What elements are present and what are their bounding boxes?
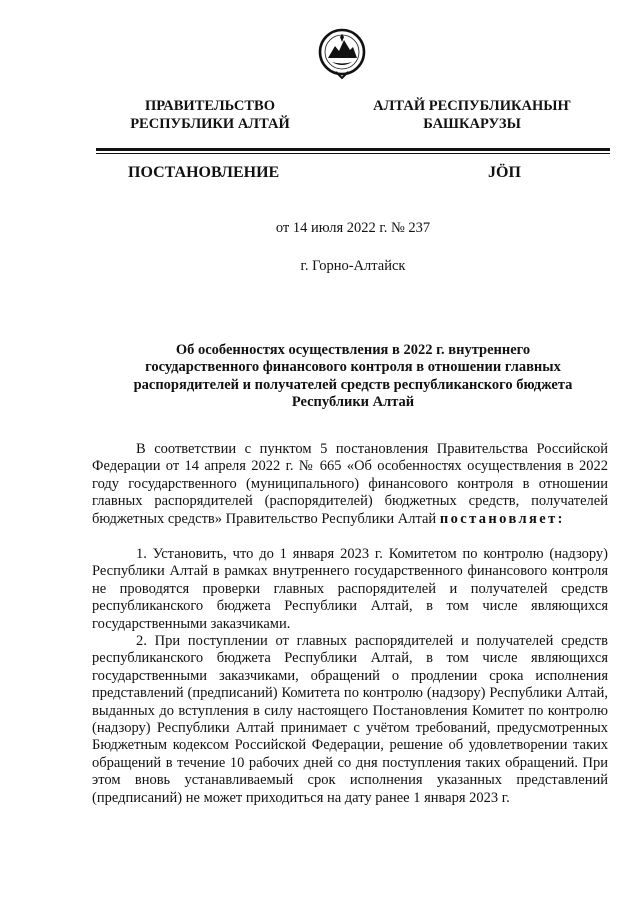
government-name-russian: ПРАВИТЕЛЬСТВО РЕСПУБЛИКИ АЛТАЙ <box>130 98 290 132</box>
header-rule-thin <box>96 153 610 154</box>
decree-word: постановляет: <box>439 510 565 527</box>
document-title: Об особенностях осуществления в 2022 г. внутреннего государственного финансового контроля в отношении главных распорядителей и получателей средств республиканского бюджета Республики Алтай <box>133 342 573 410</box>
paragraph: 1. Установить, что до 1 января 2023 г. Комитетом по контролю (надзору) Республики Алтай в рамках внутреннего государственного финансового контроля не проводятся проверки главных распорядителей и получателей средств республиканского бюджета Республики Алтай, в том числе являющихся государственными заказчиками. <box>92 546 608 632</box>
date-number: от 14 июля 2022 г. № 237 <box>275 220 431 236</box>
decree-body <box>92 546 608 807</box>
preamble <box>92 441 608 528</box>
header-rule-thick <box>96 148 610 151</box>
preamble-text: В соответствии с пунктом 5 постановления Правительства Российской Федерации от 14 апреля 2022 г. № 665 «Об особенностях осуществления в 2022 году государственного (муниципального) финансового контроля в отношении главных распорядителей (распорядителей) бюджетных средств, получателей бюджетных средств» Правительство Республики Алтай <box>92 441 608 527</box>
doc-type-altai: JӦП <box>488 164 521 181</box>
republic-altai-emblem-icon <box>318 28 366 80</box>
city: г. Горно-Алтайск <box>300 258 406 274</box>
doc-type-russian: ПОСТАНОВЛЕНИЕ <box>128 164 280 181</box>
paragraph: 2. При поступлении от главных распорядителей и получателей средств республиканского бюджета Республики Алтай, в том числе являющихся государственными заказчиками, обращений о продлении срока исполнения представлений (предписаний) Комитета по контролю (надзору) Республики Алтай, выданных до вступления в силу настоящего Постановления Комитет по контролю (надзору) Республики Алтай принимает с учётом требований, предусмотренных Бюджетным кодексом Российской Федерации, решение об удовлетворении таких обращений в течение 10 рабочих дней со дня поступления таких обращений. При этом вновь устанавливаемый срок исполнения указанных представлений (предписаний) не может приходиться на дату ранее 1 января 2023 г. <box>92 633 608 806</box>
government-name-altai: АЛТАЙ РЕСПУБЛИКАНЫҤ БАШКАРУЗЫ <box>373 98 571 132</box>
